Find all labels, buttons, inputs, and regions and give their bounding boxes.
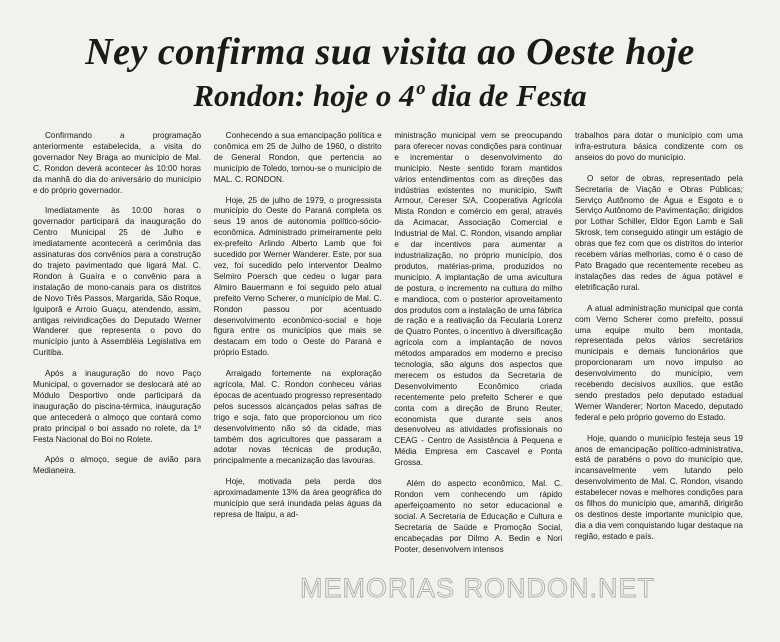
paragraph: ministração municipal vem se preocupando para oferecer novas condições para continuar e incrementar o desenvolvimento do município. Neste sentido foram mantidos vários entendimentos com as direções das indústrias existentes no município, Swift Armour, Cereser S/A, Cooperativa Agrícola Mista Rondon e comércio em geral, através da Acimacar, Associação Comercial e Industrial de Mal. C. Rondon, visando ampliar e dar incentivos para aumentar a industrialização, no próprio município, dos produtos, matérias-prima, produzidos no município. A implantação de uma avicultura de postura, o incremento na cultura do milho e mandioca, com o posterior aproveitamento dos produtos com a instalação de uma fábrica de ração e a reativação da Fecularia Lorenz de Quatro Pontes, o incentivo à diversificação agrícola com a implantação de novos métodos amparados em moderno e preciso tecnologia, são alguns dos aspectos que merecem os estudos da Secretaria de Desenvolvimento Econômico criada recentemente pelo prefeito Scherer e que conta com a direção de Bruno Reuter, economista que durante seis anos desenvolveu as atividades profissionais no CEAG - Centro de Assistência à Pequena e Média Empresa em Cascavel e Ponta Grossa.: [394, 131, 563, 468]
paragraph: Imediatamente às 10:00 horas o governador participará da inauguração do Centro Municipal 25 de Julho e imediatamente acontecerá a cerimônia das assinaturas dos convênios para a construção do trajeto pavimentado que ligará Mal. C. Rondon à Guaíra e o convênio para a instalação de mono-canais para os distritos de Novo Três Passos, Margarida, São Roque, Iguiporã e Arroio Guaçu, atendendo, assim, antigas reivindicações do Deputado Werner Wanderer que representa o povo do município junto à Assembléia Legislativa em Curitiba.: [33, 206, 201, 358]
paragraph: O setor de obras, representado pela Secretaria de Viação e Obras Públicas; Serviço Autônomo de Água e Esgoto e o Serviço Autônomo de Pavimentação; dirigidos por Lothar Schiller, Eldor Egon Lamb e Sali Skrosk, tem conseguido atingir um estágio de obras que fez com que os distritos do interior recebem várias melhorias, como é o caso de Pato Bragado que recentemente recebeu as instalações das redes de água potável e eletrificação rural.: [574, 173, 743, 292]
column-3: [394, 131, 562, 601]
headline: Ney confirma sua visita ao Oeste hoje: [85, 31, 695, 73]
paragraph: Conhecendo a sua emancipação política e conômica em 25 de Julho de 1960, o distrito de General Rondon, que pertencia ao município de Toledo, tornou-se o município de MAL. C. RONDON.: [213, 131, 382, 184]
paragraph: A atual administração municipal que conta com Verno Scherer como prefeito, possui uma equipe muito bem montada, representada pelos vários secretários municipais e demais funcionários que proporcionaram um novo impulso ao desenvolvimento do município, vem recebendo decisivos auxílios, que estão sendo prestados pelo deputado estadual Werner Wanderer; Norton Macedo, deputado federal e pelo próprio governo do Estado.: [574, 303, 743, 422]
paragraph: Hoje, quando o município festeja seus 19 anos de emancipação político-administrativa, está de parabéns o povo do município que, incansavelmente vem lutando pelo desenvolvimento de Mal. C. Rondon, visando estabelecer novas e melhores condições para os filhos do município que, amanhã, dirigirão os destinos deste importante município que, dia a dia vem conquistando lugar destaque na região, estado e país.: [574, 433, 743, 541]
paragraph: Após o almoço, segue de avião para Medianeira.: [33, 455, 201, 476]
column-2: [214, 131, 382, 601]
watermark: MEMORIAS RONDON.NET: [300, 573, 656, 603]
paragraph: Após a inauguração do novo Paço Municipal, o governador se deslocará até ao Módulo Desportivo onde participará da inauguração do piscina-térmica, inauguração que antecederá o almoço que contará como prato principal o boi assado no rolete, da 1ª Festa Nacional do Boi no Rolete.: [33, 369, 201, 444]
column-1: [33, 131, 201, 601]
column-4: [575, 131, 743, 601]
paragraph: Hoje, motivada pela perda dos aproximadamente 13% da área geográfica do município que será inundada pelas águas da represa de Itaipu, a ad-: [213, 477, 382, 519]
subheadline: Rondon: hoje o 4º dia de Festa: [193, 78, 587, 113]
paragraph: trabalhos para dotar o município com uma infra-estrutura básica condizente com os anseios do povo do município.: [574, 131, 743, 162]
paragraph: Confirmando a programação anteriormente estabelecida, a visita do governador Ney Braga ao município de Mal. C. Rondon deverá acontecer às 10:00 horas da manhã do dia do aniversário do município e do próprio governador.: [33, 131, 201, 195]
paragraph: Hoje, 25 de julho de 1979, o progressista município do Oeste do Paraná completa os seus 19 anos de autonomia político-sócio-econômica. Administrado primeiramente pelo ex-prefeito Arlindo Alberto Lamb que foi sucedido por Werner Wanderer. Este, por sua vez, foi sucedido pelo interventor Dealmo Selmiro Poersch que cedeu o lugar para Almiro Bauermann e foi seguido pelo atual prefeito Verno Scherer, o município de Mal. C. Rondon passou por acentuado desenvolvimento econômico-social e hoje figura entre os municípios que mais se destacam em todo o Oeste do Paraná e próprio Estado.: [213, 195, 382, 358]
article-body: [33, 131, 743, 601]
paragraph: Arraigado fortemente na exploração agrícola, Mal. C. Rondon conheceu várias épocas de acentuado progresso representado pelos sucessos alcançados pelas safras de trigo e soja, fato que proporcionou um rico desenvolvimento não só da cidade, mas também dos agricultores que passaram a adotar novas técnicas de produção, principalmente a mecanização das lavouras.: [213, 369, 382, 466]
paragraph: Além do aspecto econômico, Mal. C. Rondon vem conhecendo um rápido aperfeiçoamento no setor educacional e social. A Secretaria de Educação e Cultura e Secretaria de Saúde e Promoção Social, encabeçadas por Dilmo A. Bedin e Nori Pooter, desenvolvem intensos: [394, 479, 563, 554]
